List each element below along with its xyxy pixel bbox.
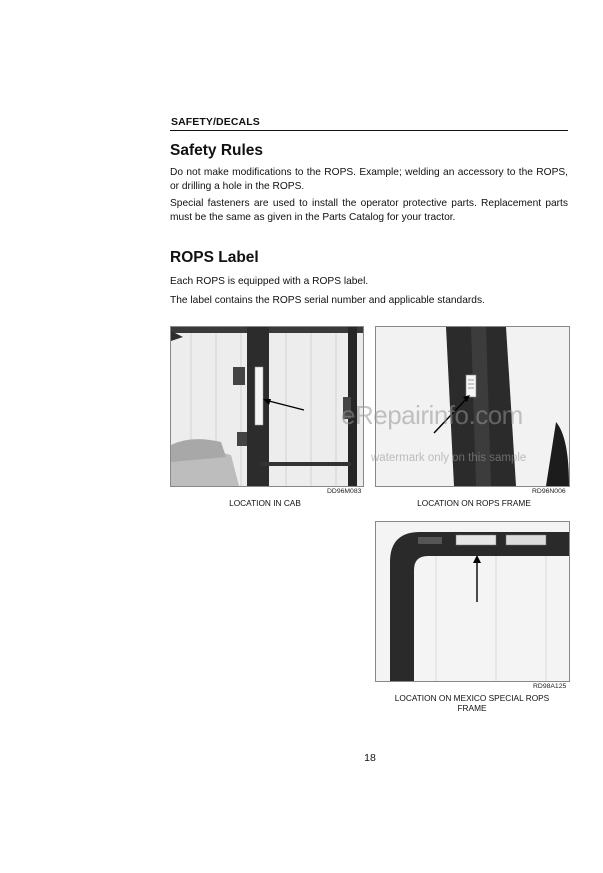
heading-safety-rules: Safety Rules <box>170 142 264 159</box>
safety-paragraph-1: Do not make modifications to the ROPS. Example; welding an accessory to the ROPS, or drilling a hole in the ROPS. <box>170 167 568 192</box>
rops-paragraph-2: The label contains the ROPS serial number and applicable standards. <box>170 295 485 306</box>
rops-paragraph-1: Each ROPS is equipped with a ROPS label. <box>170 276 369 287</box>
page-number: 18 <box>364 752 376 764</box>
photo-location-in-cab <box>170 326 364 487</box>
cab-illustration <box>171 327 363 486</box>
figure-caption-3: LOCATION ON MEXICO SPECIAL ROPS FRAME <box>394 693 550 713</box>
section-header: SAFETY/DECALS <box>171 116 260 128</box>
mexico-rops-illustration <box>376 522 569 681</box>
header-rule <box>170 130 568 131</box>
figure-caption-2: LOCATION ON ROPS FRAME <box>417 498 531 508</box>
watermark-note: watermark only on this sample <box>371 452 527 464</box>
figure-caption-1: LOCATION IN CAB <box>229 498 301 508</box>
photo-location-on-mexico-rops-frame <box>375 521 570 682</box>
watermark-site: eRepairinfo.com <box>341 400 523 430</box>
heading-rops-label: ROPS Label <box>170 249 259 266</box>
figure-code-3: RD98A125 <box>533 683 567 690</box>
figure-code-1: DD96M083 <box>327 488 362 495</box>
figure-code-2: RD96N006 <box>532 488 566 495</box>
safety-paragraph-2: Special fasteners are used to install the operator protective parts. Replacement parts must be the same as given in the Parts Catalog for your tractor. <box>170 198 568 223</box>
